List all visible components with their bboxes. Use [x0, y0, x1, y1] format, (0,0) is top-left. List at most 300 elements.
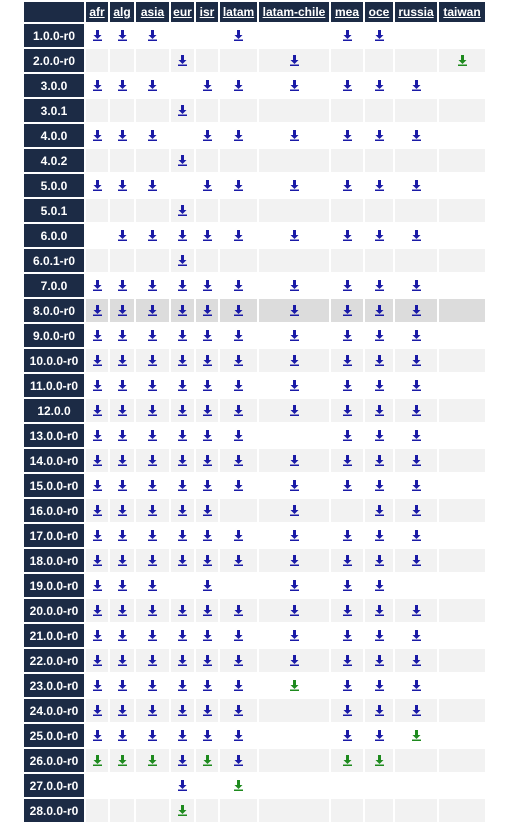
download-arrow-icon[interactable]	[234, 630, 243, 641]
download-arrow-icon[interactable]	[412, 430, 421, 441]
download-arrow-icon[interactable]	[178, 230, 187, 241]
cell-latam-chile[interactable]	[259, 349, 329, 372]
cell-russia[interactable]	[395, 549, 437, 572]
cell-oce[interactable]	[365, 24, 393, 47]
cell-alg[interactable]	[110, 274, 134, 297]
download-arrow-icon[interactable]	[290, 380, 299, 391]
cell-afr[interactable]	[86, 424, 108, 447]
download-arrow-icon[interactable]	[412, 505, 421, 516]
cell-isr[interactable]	[196, 349, 218, 372]
download-arrow-icon[interactable]	[118, 455, 127, 466]
download-arrow-icon[interactable]	[234, 605, 243, 616]
download-arrow-icon[interactable]	[412, 130, 421, 141]
download-arrow-icon[interactable]	[178, 305, 187, 316]
download-arrow-icon[interactable]	[178, 380, 187, 391]
download-arrow-icon[interactable]	[118, 230, 127, 241]
cell-alg[interactable]	[110, 299, 134, 322]
download-arrow-icon[interactable]	[148, 180, 157, 191]
download-arrow-icon[interactable]	[178, 430, 187, 441]
download-arrow-icon[interactable]	[412, 280, 421, 291]
cell-afr[interactable]	[86, 524, 108, 547]
download-arrow-icon[interactable]	[93, 380, 102, 391]
download-arrow-icon[interactable]	[412, 680, 421, 691]
column-header-alg[interactable]: alg	[110, 2, 134, 22]
download-arrow-icon[interactable]	[178, 405, 187, 416]
download-arrow-icon[interactable]	[93, 305, 102, 316]
cell-isr[interactable]	[196, 374, 218, 397]
cell-oce[interactable]	[365, 499, 393, 522]
cell-latam[interactable]	[220, 724, 257, 747]
cell-asia[interactable]	[136, 74, 169, 97]
cell-isr[interactable]	[196, 549, 218, 572]
cell-eur[interactable]	[171, 774, 194, 797]
cell-latam[interactable]	[220, 474, 257, 497]
cell-eur[interactable]	[171, 399, 194, 422]
cell-mea[interactable]	[331, 574, 363, 597]
download-arrow-icon[interactable]	[234, 480, 243, 491]
cell-isr[interactable]	[196, 699, 218, 722]
cell-russia[interactable]	[395, 74, 437, 97]
cell-eur[interactable]	[171, 424, 194, 447]
cell-isr[interactable]	[196, 574, 218, 597]
download-arrow-icon[interactable]	[375, 305, 384, 316]
download-arrow-icon[interactable]	[343, 330, 352, 341]
cell-mea[interactable]	[331, 374, 363, 397]
cell-russia[interactable]	[395, 649, 437, 672]
cell-mea[interactable]	[331, 524, 363, 547]
download-arrow-icon[interactable]	[118, 705, 127, 716]
cell-oce[interactable]	[365, 724, 393, 747]
download-arrow-icon[interactable]	[118, 605, 127, 616]
download-arrow-icon[interactable]	[203, 530, 212, 541]
cell-eur[interactable]	[171, 549, 194, 572]
download-arrow-icon[interactable]	[178, 205, 187, 216]
cell-alg[interactable]	[110, 324, 134, 347]
download-arrow-icon[interactable]	[148, 505, 157, 516]
download-arrow-icon[interactable]	[93, 555, 102, 566]
download-arrow-icon[interactable]	[290, 680, 299, 691]
cell-latam-chile[interactable]	[259, 549, 329, 572]
column-header-latam-chile[interactable]: latam-chile	[259, 2, 329, 22]
download-arrow-icon[interactable]	[203, 705, 212, 716]
cell-eur[interactable]	[171, 524, 194, 547]
download-arrow-icon[interactable]	[148, 30, 157, 41]
column-header-isr[interactable]: isr	[196, 2, 218, 22]
cell-asia[interactable]	[136, 174, 169, 197]
download-arrow-icon[interactable]	[375, 555, 384, 566]
download-arrow-icon[interactable]	[93, 480, 102, 491]
cell-afr[interactable]	[86, 24, 108, 47]
download-arrow-icon[interactable]	[93, 730, 102, 741]
cell-latam-chile[interactable]	[259, 374, 329, 397]
cell-asia[interactable]	[136, 424, 169, 447]
download-arrow-icon[interactable]	[203, 130, 212, 141]
cell-latam-chile[interactable]	[259, 499, 329, 522]
cell-latam[interactable]	[220, 74, 257, 97]
download-arrow-icon[interactable]	[343, 80, 352, 91]
cell-mea[interactable]	[331, 74, 363, 97]
download-arrow-icon[interactable]	[148, 480, 157, 491]
cell-mea[interactable]	[331, 24, 363, 47]
download-arrow-icon[interactable]	[234, 230, 243, 241]
cell-latam[interactable]	[220, 124, 257, 147]
download-arrow-icon[interactable]	[290, 580, 299, 591]
cell-asia[interactable]	[136, 724, 169, 747]
cell-alg[interactable]	[110, 349, 134, 372]
cell-mea[interactable]	[331, 424, 363, 447]
download-arrow-icon[interactable]	[148, 430, 157, 441]
download-arrow-icon[interactable]	[178, 555, 187, 566]
cell-alg[interactable]	[110, 174, 134, 197]
download-arrow-icon[interactable]	[343, 605, 352, 616]
download-arrow-icon[interactable]	[203, 380, 212, 391]
download-arrow-icon[interactable]	[375, 580, 384, 591]
cell-russia[interactable]	[395, 449, 437, 472]
cell-asia[interactable]	[136, 24, 169, 47]
cell-oce[interactable]	[365, 349, 393, 372]
download-arrow-icon[interactable]	[178, 705, 187, 716]
download-arrow-icon[interactable]	[148, 380, 157, 391]
download-arrow-icon[interactable]	[412, 630, 421, 641]
cell-afr[interactable]	[86, 349, 108, 372]
cell-isr[interactable]	[196, 399, 218, 422]
download-arrow-icon[interactable]	[148, 130, 157, 141]
download-arrow-icon[interactable]	[375, 455, 384, 466]
cell-oce[interactable]	[365, 224, 393, 247]
download-arrow-icon[interactable]	[118, 755, 127, 766]
download-arrow-icon[interactable]	[412, 480, 421, 491]
download-arrow-icon[interactable]	[178, 480, 187, 491]
download-arrow-icon[interactable]	[93, 505, 102, 516]
cell-eur[interactable]	[171, 499, 194, 522]
cell-alg[interactable]	[110, 374, 134, 397]
cell-eur[interactable]	[171, 674, 194, 697]
download-arrow-icon[interactable]	[290, 480, 299, 491]
download-arrow-icon[interactable]	[290, 230, 299, 241]
cell-latam[interactable]	[220, 324, 257, 347]
download-arrow-icon[interactable]	[118, 180, 127, 191]
download-arrow-icon[interactable]	[375, 480, 384, 491]
download-arrow-icon[interactable]	[93, 630, 102, 641]
cell-oce[interactable]	[365, 274, 393, 297]
download-arrow-icon[interactable]	[343, 30, 352, 41]
download-arrow-icon[interactable]	[375, 530, 384, 541]
cell-latam[interactable]	[220, 399, 257, 422]
download-arrow-icon[interactable]	[412, 180, 421, 191]
download-arrow-icon[interactable]	[148, 655, 157, 666]
cell-eur[interactable]	[171, 299, 194, 322]
cell-isr[interactable]	[196, 424, 218, 447]
download-arrow-icon[interactable]	[290, 180, 299, 191]
download-arrow-icon[interactable]	[290, 630, 299, 641]
download-arrow-icon[interactable]	[148, 630, 157, 641]
cell-latam-chile[interactable]	[259, 124, 329, 147]
cell-afr[interactable]	[86, 699, 108, 722]
cell-eur[interactable]	[171, 49, 194, 72]
cell-alg[interactable]	[110, 649, 134, 672]
download-arrow-icon[interactable]	[234, 30, 243, 41]
download-arrow-icon[interactable]	[343, 130, 352, 141]
cell-russia[interactable]	[395, 599, 437, 622]
cell-oce[interactable]	[365, 549, 393, 572]
download-arrow-icon[interactable]	[148, 455, 157, 466]
cell-isr[interactable]	[196, 299, 218, 322]
cell-afr[interactable]	[86, 499, 108, 522]
download-arrow-icon[interactable]	[93, 455, 102, 466]
download-arrow-icon[interactable]	[290, 280, 299, 291]
cell-latam[interactable]	[220, 374, 257, 397]
cell-alg[interactable]	[110, 549, 134, 572]
download-arrow-icon[interactable]	[118, 505, 127, 516]
download-arrow-icon[interactable]	[203, 280, 212, 291]
cell-oce[interactable]	[365, 74, 393, 97]
cell-oce[interactable]	[365, 624, 393, 647]
cell-eur[interactable]	[171, 749, 194, 772]
download-arrow-icon[interactable]	[203, 580, 212, 591]
cell-mea[interactable]	[331, 724, 363, 747]
cell-russia[interactable]	[395, 274, 437, 297]
download-arrow-icon[interactable]	[148, 305, 157, 316]
cell-isr[interactable]	[196, 599, 218, 622]
cell-alg[interactable]	[110, 524, 134, 547]
cell-afr[interactable]	[86, 724, 108, 747]
download-arrow-icon[interactable]	[118, 30, 127, 41]
cell-latam[interactable]	[220, 24, 257, 47]
cell-eur[interactable]	[171, 224, 194, 247]
download-arrow-icon[interactable]	[203, 230, 212, 241]
cell-isr[interactable]	[196, 499, 218, 522]
download-arrow-icon[interactable]	[412, 405, 421, 416]
download-arrow-icon[interactable]	[93, 755, 102, 766]
cell-afr[interactable]	[86, 749, 108, 772]
cell-oce[interactable]	[365, 299, 393, 322]
download-arrow-icon[interactable]	[375, 380, 384, 391]
column-header-asia[interactable]: asia	[136, 2, 169, 22]
cell-eur[interactable]	[171, 724, 194, 747]
download-arrow-icon[interactable]	[290, 130, 299, 141]
download-arrow-icon[interactable]	[203, 755, 212, 766]
cell-latam-chile[interactable]	[259, 324, 329, 347]
cell-afr[interactable]	[86, 599, 108, 622]
cell-latam-chile[interactable]	[259, 49, 329, 72]
download-arrow-icon[interactable]	[343, 180, 352, 191]
download-arrow-icon[interactable]	[234, 305, 243, 316]
download-arrow-icon[interactable]	[343, 230, 352, 241]
download-arrow-icon[interactable]	[343, 405, 352, 416]
download-arrow-icon[interactable]	[118, 730, 127, 741]
download-arrow-icon[interactable]	[412, 355, 421, 366]
download-arrow-icon[interactable]	[203, 480, 212, 491]
download-arrow-icon[interactable]	[178, 605, 187, 616]
cell-oce[interactable]	[365, 324, 393, 347]
download-arrow-icon[interactable]	[458, 55, 467, 66]
cell-asia[interactable]	[136, 699, 169, 722]
download-arrow-icon[interactable]	[375, 330, 384, 341]
cell-russia[interactable]	[395, 524, 437, 547]
cell-isr[interactable]	[196, 649, 218, 672]
cell-latam-chile[interactable]	[259, 474, 329, 497]
cell-isr[interactable]	[196, 724, 218, 747]
download-arrow-icon[interactable]	[118, 430, 127, 441]
cell-russia[interactable]	[395, 324, 437, 347]
cell-oce[interactable]	[365, 674, 393, 697]
download-arrow-icon[interactable]	[93, 30, 102, 41]
download-arrow-icon[interactable]	[148, 530, 157, 541]
download-arrow-icon[interactable]	[93, 530, 102, 541]
cell-isr[interactable]	[196, 74, 218, 97]
download-arrow-icon[interactable]	[290, 405, 299, 416]
download-arrow-icon[interactable]	[93, 355, 102, 366]
download-arrow-icon[interactable]	[343, 355, 352, 366]
cell-russia[interactable]	[395, 624, 437, 647]
cell-russia[interactable]	[395, 299, 437, 322]
download-arrow-icon[interactable]	[290, 330, 299, 341]
download-arrow-icon[interactable]	[178, 505, 187, 516]
download-arrow-icon[interactable]	[234, 180, 243, 191]
download-arrow-icon[interactable]	[93, 605, 102, 616]
cell-latam-chile[interactable]	[259, 524, 329, 547]
cell-latam[interactable]	[220, 549, 257, 572]
download-arrow-icon[interactable]	[375, 130, 384, 141]
download-arrow-icon[interactable]	[375, 680, 384, 691]
download-arrow-icon[interactable]	[178, 155, 187, 166]
download-arrow-icon[interactable]	[412, 380, 421, 391]
cell-isr[interactable]	[196, 274, 218, 297]
download-arrow-icon[interactable]	[290, 80, 299, 91]
cell-isr[interactable]	[196, 674, 218, 697]
column-header-mea[interactable]: mea	[331, 2, 363, 22]
download-arrow-icon[interactable]	[234, 430, 243, 441]
cell-eur[interactable]	[171, 699, 194, 722]
cell-eur[interactable]	[171, 349, 194, 372]
cell-eur[interactable]	[171, 374, 194, 397]
download-arrow-icon[interactable]	[343, 480, 352, 491]
cell-latam[interactable]	[220, 699, 257, 722]
cell-afr[interactable]	[86, 74, 108, 97]
cell-afr[interactable]	[86, 299, 108, 322]
download-arrow-icon[interactable]	[203, 730, 212, 741]
download-arrow-icon[interactable]	[118, 330, 127, 341]
cell-asia[interactable]	[136, 549, 169, 572]
download-arrow-icon[interactable]	[290, 555, 299, 566]
download-arrow-icon[interactable]	[178, 680, 187, 691]
cell-mea[interactable]	[331, 649, 363, 672]
download-arrow-icon[interactable]	[118, 630, 127, 641]
download-arrow-icon[interactable]	[234, 280, 243, 291]
download-arrow-icon[interactable]	[178, 655, 187, 666]
column-header-taiwan[interactable]: taiwan	[439, 2, 485, 22]
download-arrow-icon[interactable]	[178, 730, 187, 741]
download-arrow-icon[interactable]	[178, 780, 187, 791]
download-arrow-icon[interactable]	[93, 80, 102, 91]
download-arrow-icon[interactable]	[178, 355, 187, 366]
download-arrow-icon[interactable]	[234, 355, 243, 366]
cell-oce[interactable]	[365, 424, 393, 447]
download-arrow-icon[interactable]	[93, 280, 102, 291]
download-arrow-icon[interactable]	[203, 180, 212, 191]
download-arrow-icon[interactable]	[412, 305, 421, 316]
cell-alg[interactable]	[110, 449, 134, 472]
cell-asia[interactable]	[136, 624, 169, 647]
cell-oce[interactable]	[365, 449, 393, 472]
download-arrow-icon[interactable]	[118, 380, 127, 391]
download-arrow-icon[interactable]	[234, 780, 243, 791]
download-arrow-icon[interactable]	[343, 280, 352, 291]
download-arrow-icon[interactable]	[234, 680, 243, 691]
cell-latam-chile[interactable]	[259, 299, 329, 322]
download-arrow-icon[interactable]	[118, 80, 127, 91]
download-arrow-icon[interactable]	[375, 430, 384, 441]
cell-isr[interactable]	[196, 174, 218, 197]
cell-eur[interactable]	[171, 99, 194, 122]
cell-asia[interactable]	[136, 524, 169, 547]
cell-latam[interactable]	[220, 299, 257, 322]
download-arrow-icon[interactable]	[178, 330, 187, 341]
cell-oce[interactable]	[365, 649, 393, 672]
cell-latam-chile[interactable]	[259, 174, 329, 197]
cell-latam-chile[interactable]	[259, 624, 329, 647]
download-arrow-icon[interactable]	[343, 705, 352, 716]
download-arrow-icon[interactable]	[234, 555, 243, 566]
cell-latam[interactable]	[220, 349, 257, 372]
download-arrow-icon[interactable]	[93, 680, 102, 691]
cell-mea[interactable]	[331, 324, 363, 347]
download-arrow-icon[interactable]	[178, 805, 187, 816]
download-arrow-icon[interactable]	[343, 680, 352, 691]
cell-latam-chile[interactable]	[259, 649, 329, 672]
cell-alg[interactable]	[110, 424, 134, 447]
download-arrow-icon[interactable]	[178, 530, 187, 541]
download-arrow-icon[interactable]	[118, 655, 127, 666]
cell-eur[interactable]	[171, 149, 194, 172]
cell-russia[interactable]	[395, 224, 437, 247]
cell-latam-chile[interactable]	[259, 74, 329, 97]
download-arrow-icon[interactable]	[375, 730, 384, 741]
download-arrow-icon[interactable]	[148, 355, 157, 366]
download-arrow-icon[interactable]	[234, 705, 243, 716]
download-arrow-icon[interactable]	[234, 130, 243, 141]
cell-oce[interactable]	[365, 174, 393, 197]
download-arrow-icon[interactable]	[118, 530, 127, 541]
cell-alg[interactable]	[110, 699, 134, 722]
cell-eur[interactable]	[171, 274, 194, 297]
cell-mea[interactable]	[331, 749, 363, 772]
cell-asia[interactable]	[136, 349, 169, 372]
download-arrow-icon[interactable]	[93, 655, 102, 666]
cell-mea[interactable]	[331, 124, 363, 147]
download-arrow-icon[interactable]	[234, 755, 243, 766]
cell-oce[interactable]	[365, 399, 393, 422]
cell-russia[interactable]	[395, 124, 437, 147]
column-header-russia[interactable]: russia	[395, 2, 437, 22]
download-arrow-icon[interactable]	[234, 80, 243, 91]
download-arrow-icon[interactable]	[375, 180, 384, 191]
cell-russia[interactable]	[395, 174, 437, 197]
cell-mea[interactable]	[331, 299, 363, 322]
download-arrow-icon[interactable]	[203, 505, 212, 516]
cell-oce[interactable]	[365, 749, 393, 772]
cell-alg[interactable]	[110, 599, 134, 622]
cell-alg[interactable]	[110, 724, 134, 747]
cell-russia[interactable]	[395, 499, 437, 522]
cell-latam-chile[interactable]	[259, 599, 329, 622]
cell-asia[interactable]	[136, 449, 169, 472]
cell-afr[interactable]	[86, 624, 108, 647]
download-arrow-icon[interactable]	[290, 305, 299, 316]
cell-mea[interactable]	[331, 549, 363, 572]
download-arrow-icon[interactable]	[93, 705, 102, 716]
cell-oce[interactable]	[365, 524, 393, 547]
